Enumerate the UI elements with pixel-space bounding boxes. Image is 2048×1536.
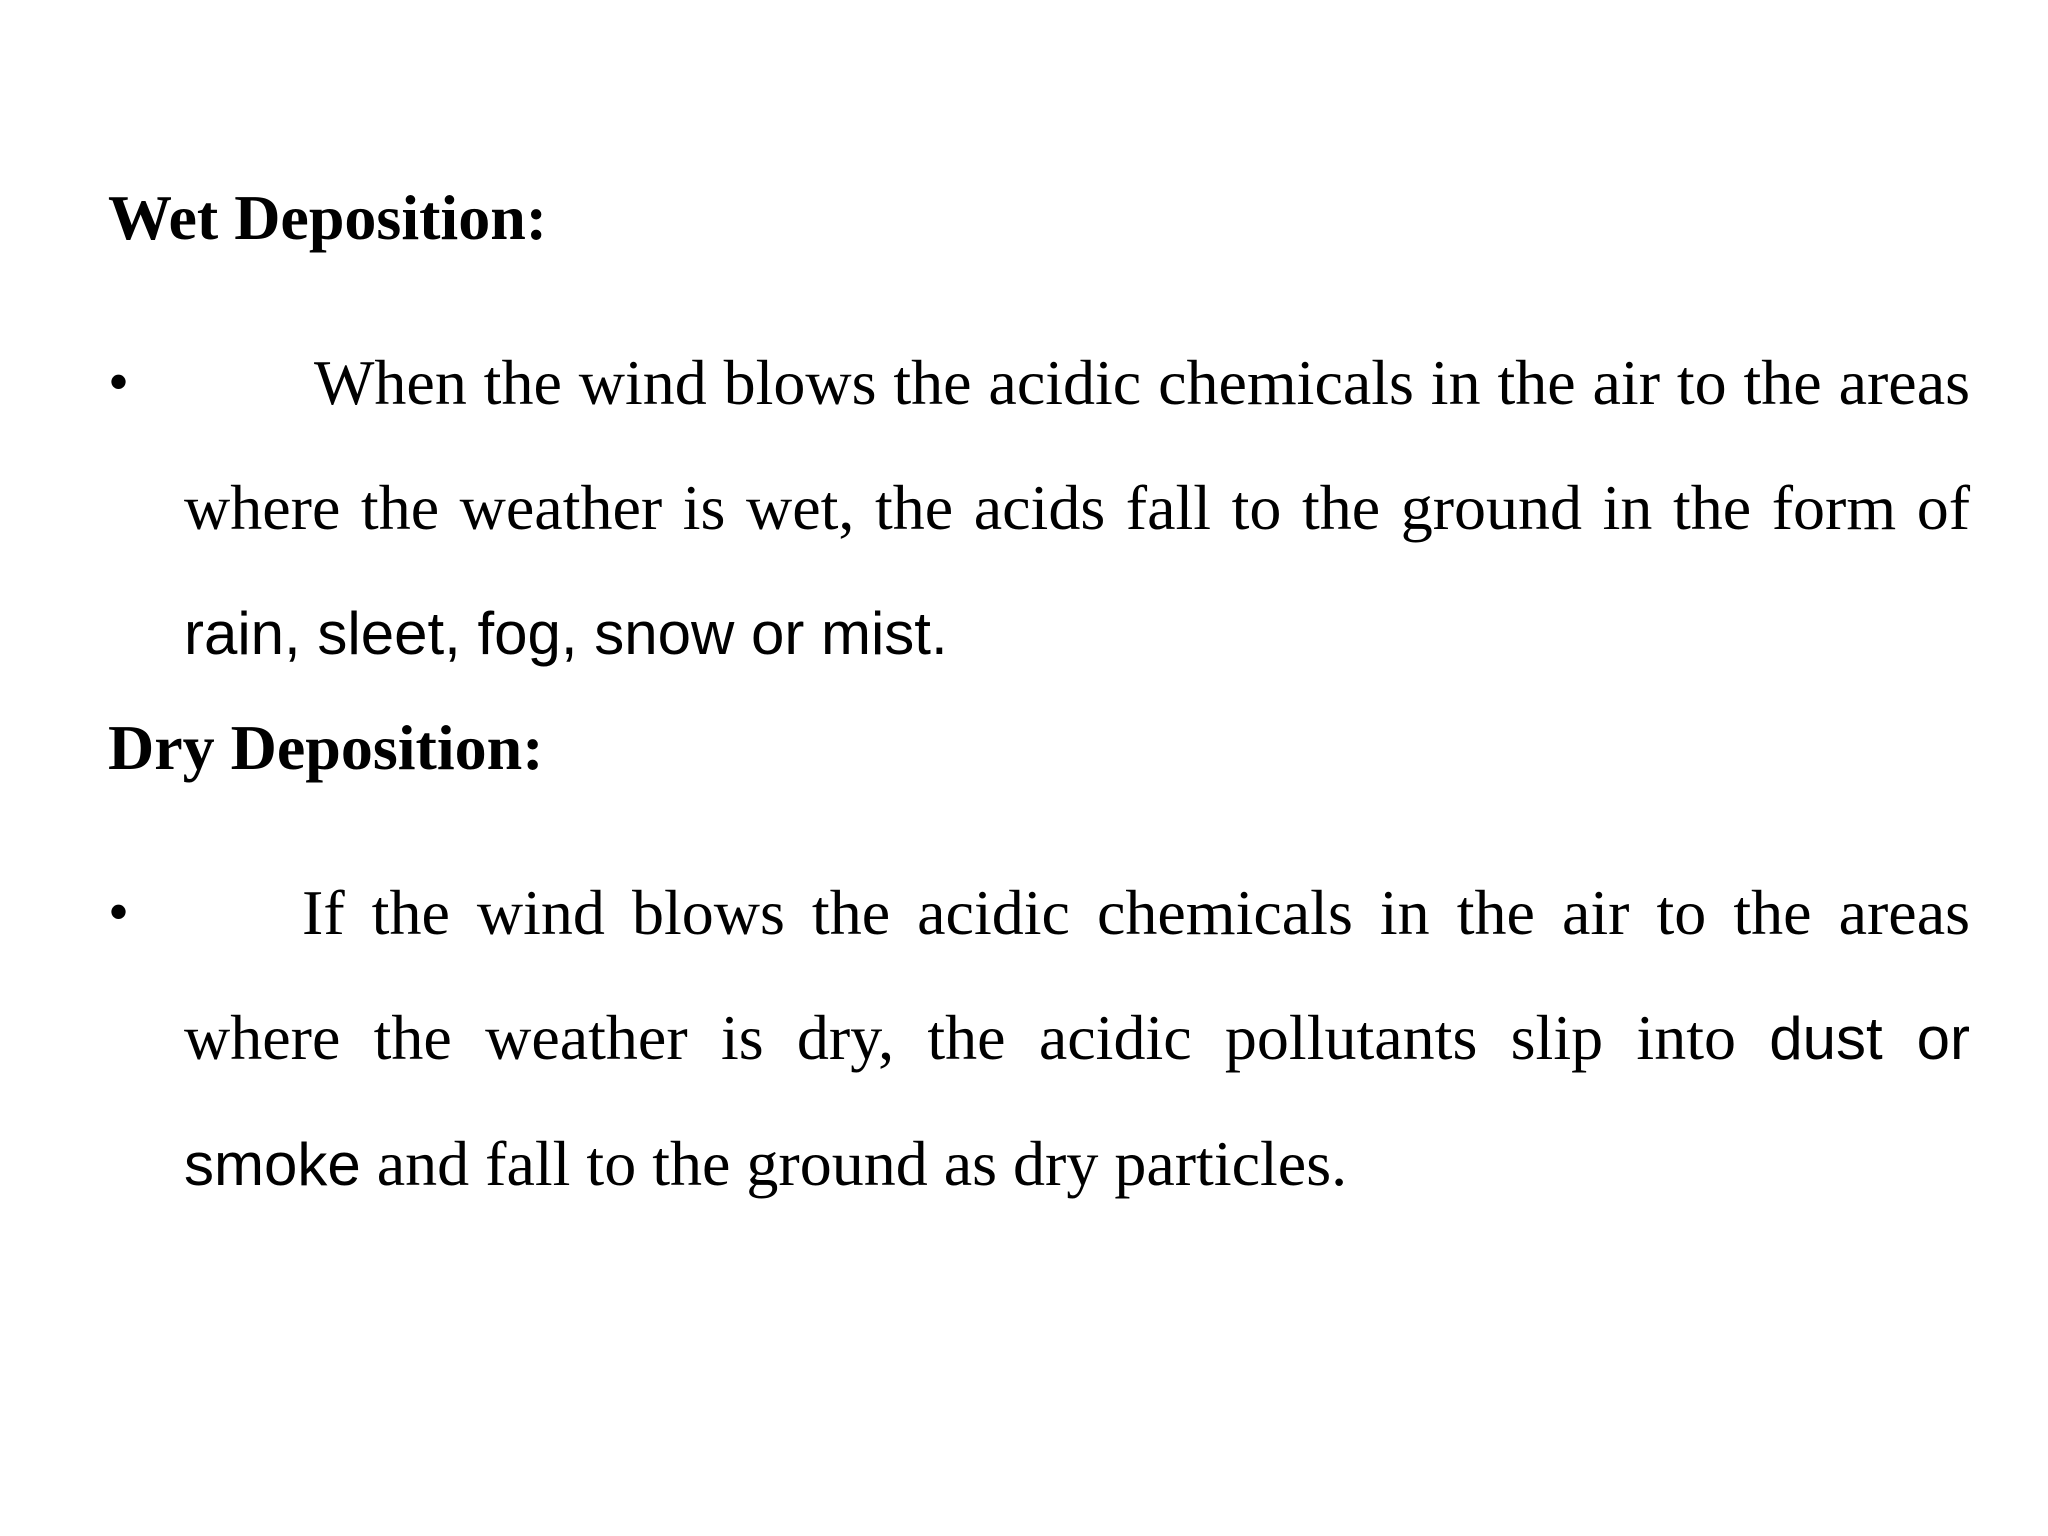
bullet-icon: • [108,349,130,415]
dry-deposition-forms: dust or smoke [184,1005,1971,1198]
wet-deposition-forms: rain, sleet, fog, snow or mist. [184,600,948,667]
dry-deposition-bullet-item [108,850,1970,1227]
dry-deposition-text-end: and fall to the ground as dry particles. [360,1128,1348,1199]
wet-deposition-bullet-item [108,320,1970,696]
dry-deposition-heading: Dry Deposition: [108,712,544,783]
wet-deposition-text [184,320,1970,696]
dry-deposition-text [184,850,1970,1227]
bullet-icon: • [108,879,130,945]
wet-deposition-text-main: When the wind blows the acidic chemicals in the air to the areas where the weather is wet, the acids fall to the ground in the form of [184,347,1970,543]
wet-deposition-heading: Wet Deposition: [108,182,548,253]
dry-deposition-text-main: If the wind blows the acidic chemicals in the air to the areas where the weather is dry, the acidic pollutants slip into [184,877,1970,1073]
